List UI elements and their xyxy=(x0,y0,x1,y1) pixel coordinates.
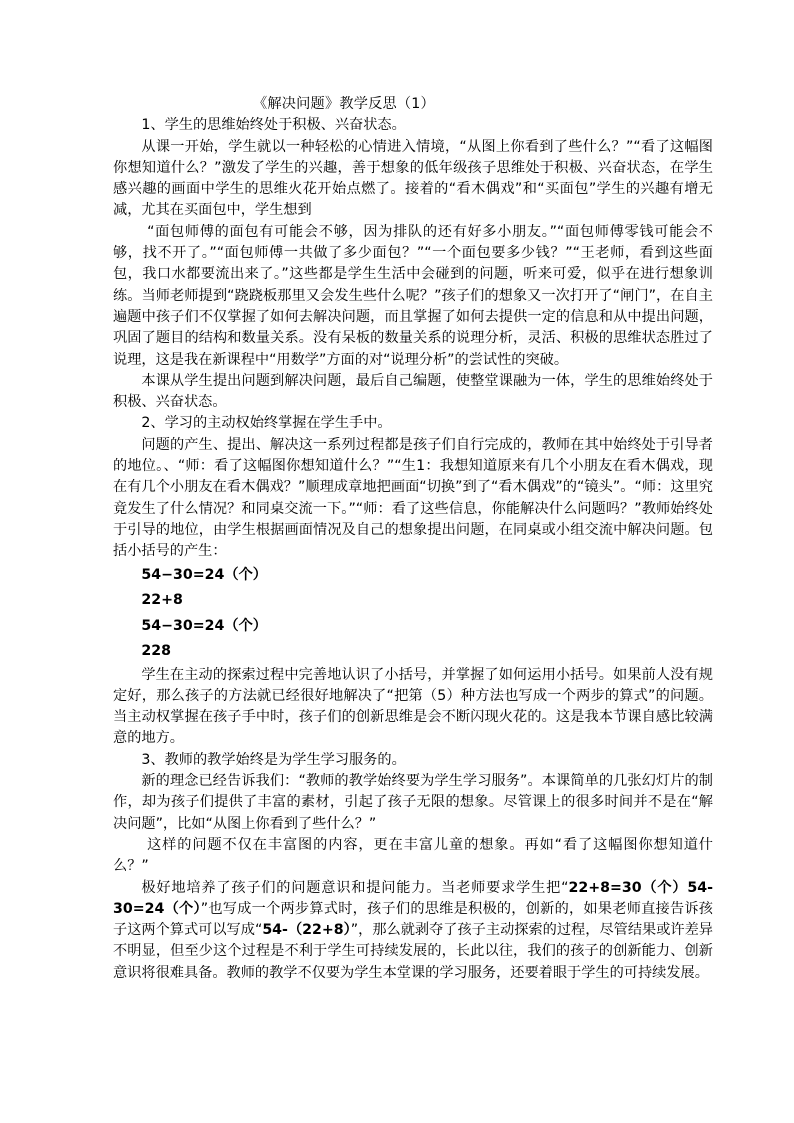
section-heading-2: 2、学习的主动权始终掌握在学生手中。 xyxy=(141,415,392,432)
paragraph-8 xyxy=(113,878,713,984)
paragraph-4: 问题的产生、提出、解决这一系列过程都是孩子们自行完成的，教师在其中始终处于引导者的地位。、“师：看了这幅图你想知道什么？”“生1：我想知道原来有几个小朋友在看木偶戏，现在有几个小朋友在看木偶戏？”顺理成章地把画面“切换”到了“看木偶戏”的“镜头”。“师：这里究竟发生了什么情况？和同桌交流一下。”“师：看了这些信息，你能解决什么问题吗？”教师始终处于引导的地位，由学生根据画面情况及自己的想象提出问题，在同桌或小组交流中解决问题。包括小括号的产生： xyxy=(113,436,713,560)
formula-line-2 xyxy=(113,588,713,614)
paragraph-5: 学生在主动的探索过程中完善地认识了小括号，并掌握了如何运用小括号。如果前人没有规定好，那么孩子的方法就已经很好地解决了“把第（5）种方法也写成一个两步的算式”的问题。当主动权掌握在孩子手中时，孩子们的创新思维是会不断闪现火花的。这是我本节课自感比较满意的地方。 xyxy=(113,666,713,747)
formula-text: 54−30=24（个） xyxy=(141,566,267,583)
inline-formula-1: 22+8=30（个）54-30=24（个） xyxy=(113,879,714,917)
formula-line-3 xyxy=(113,614,713,640)
formula-text: 228 xyxy=(141,643,172,660)
paragraph-2: “面包师傅的面包有可能会不够，因为排队的还有好多小朋友。”“面包师傅零钱可能会不够，找不开了。”“面包师傅一共做了多少面包？”“一个面包要多少钱？”“王老师，看到这些面包，我口水都要流出来了。”这些都是学生生活中会碰到的问题，听来可爱，似乎在进行想象训练。当师老师提到“跷跷板那里又会发生些什么呢？”孩子们的想象又一次打开了“闸门”，在自主遍题中孩子们不仅掌握了如何去解决问题，而且掌握了如何去提供一定的信息和从中提出问题，巩固了题目的结构和数量关系。没有呆板的数量关系的说理分析，灵活、积极的思维状态胜过了说理，这是我在新课程中“用数学”方面的对“说理分析”的尝试性的突破。 xyxy=(113,223,713,368)
formula-line-4 xyxy=(113,639,713,665)
section-heading-3: 3、教师的教学始终是为学生学习服务的。 xyxy=(141,751,406,768)
paragraph-6: 新的理念已经告诉我们：“教师的教学始终要为学生学习服务”。本课简单的几张幻灯片的制作，却为孩子们提供了丰富的素材，引起了孩子无限的想象。尽管课上的很多时间并不是在“解决问题”，比如“从图上你看到了些什么？” xyxy=(113,773,713,832)
inline-formula-2: 54-（22+8） xyxy=(262,922,351,939)
formula-text: 54−30=24（个） xyxy=(141,617,267,634)
paragraph-8-text-e: ”，那么就剥夺了孩子主动探索的过程，尽管结果或许差异不明显，但至少这个过程是不利于学生可持续发展的，长此以往，我们的孩子的创新能力、创新意识将很难具备。教师的教学不仅要为学生本堂课的学习服务，还要着眼于学生的可持续发展。 xyxy=(113,922,713,981)
document-title: 《解决问题》教学反思（1） xyxy=(253,96,435,112)
paragraph-8-text-a: 极好地培养了孩子们的问题意识和提问能力。当老师要求学生把“ xyxy=(141,879,569,896)
paragraph-7: 这样的问题不仅在丰富图的内容，更在丰富儿童的想象。再如“看了这幅图你想知道什么？” xyxy=(113,836,713,875)
paragraph-8-text-c: ”也写成一个两步算式时，孩子们的思维是积极的，创新的，如果老师直接告诉孩子这两个算式可以写成“ xyxy=(113,900,713,939)
section-heading-1: 1、学生的思维始终处于积极、兴奋状态。 xyxy=(141,117,406,134)
paragraph-3: 本课从学生提出问题到解决问题，最后自己编题，使整堂课融为一体，学生的思维始终处于积极、兴奋状态。 xyxy=(113,372,713,411)
paragraph-1: 从课一开始，学生就以一种轻松的心情进入情境，“从图上你看到了些什么？”“看了这幅图你想知道什么？”激发了学生的兴趣，善于想象的低年级孩子思维处于积极、兴奋状态，在学生感兴趣的画面中学生的思维火花开始点燃了。接着的“看木偶戏”和“买面包”学生的兴趣有增无减，尤其在买面包中，学生想到 xyxy=(113,138,713,219)
formula-line-1 xyxy=(113,563,713,589)
formula-text: 22+8 xyxy=(141,592,183,609)
document-page xyxy=(113,94,713,984)
